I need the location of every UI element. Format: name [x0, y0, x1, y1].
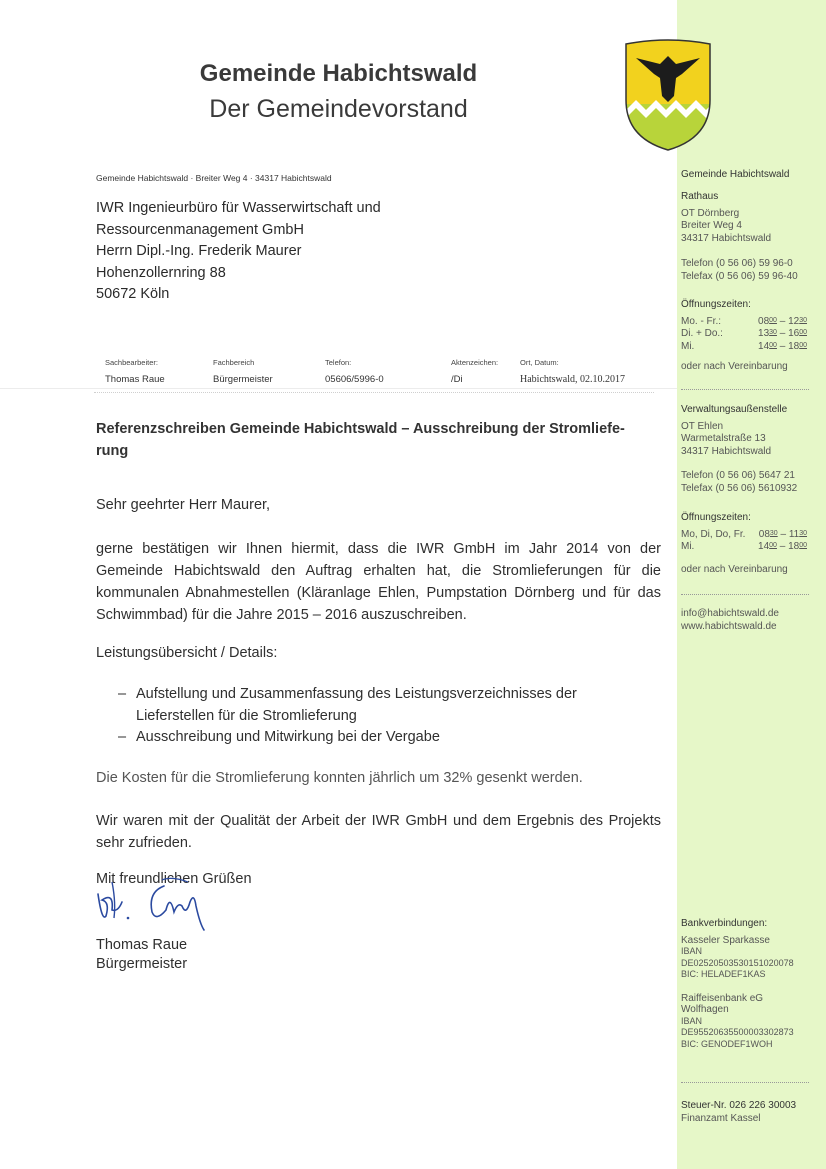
- bank-heading: Bankverbindungen:: [681, 918, 768, 929]
- paragraph-intro: gerne bestätigen wir Ihnen hiermit, dass die IWR GmbH im Jahr 2014 von der Gemeinde Habichtswald den Auftrag erhalten hat, die Stromlieferungen für die kommunalen Abnahmestellen (Kläranlage Ehlen, Pumpstation Dörnberg und für das Schwimmbad) für die Jahre 2015 – 2016 auszuschreiben.: [96, 541, 661, 623]
- list-item: [118, 727, 577, 749]
- list-item-text: – Ausschreibung und Mitwirkung bei der Vergabe: [136, 729, 440, 745]
- signer-block: [96, 936, 187, 974]
- bank-line: IBAN: [681, 946, 703, 956]
- sender-address-line: Gemeinde Habichtswald · Breiter Weg 4 · 34317 Habichtswald: [96, 173, 332, 183]
- aussenstelle-line: 34317 Habichtswald: [681, 445, 772, 457]
- rathaus-heading: Rathaus: [681, 191, 719, 202]
- meta-label-department: Fachbereich: [213, 358, 255, 367]
- website-link[interactable]: www.habichtswald.de: [681, 620, 777, 632]
- divider: [94, 392, 654, 393]
- aussenstelle-heading: Verwaltungsaußenstelle: [681, 404, 788, 415]
- opening-hours-aussenstelle: [681, 512, 807, 576]
- closing: Mit freundlichen Grüßen: [96, 871, 252, 887]
- paragraph-satisfaction: Wir waren mit der Qualität der Arbeit der IWR GmbH und dem Ergebnis des Projekts sehr zufrieden.: [96, 813, 661, 851]
- opening-hours-rathaus: [681, 299, 807, 374]
- hours-heading: Öffnungszeiten:: [681, 512, 751, 523]
- org-name: Gemeinde Habichtswald: [199, 60, 478, 87]
- rathaus-line: 34317 Habichtswald: [681, 232, 772, 244]
- bank-block: [681, 918, 794, 1050]
- recipient-address: [96, 198, 381, 306]
- bank-line: BIC: GENODEF1WOH: [681, 1038, 773, 1049]
- aussenstelle-block: [681, 404, 797, 495]
- recipient-line: IWR Ingenieurbüro für Wasserwirtschaft und: [96, 200, 381, 216]
- salutation: Sehr geehrter Herr Maurer,: [96, 497, 271, 513]
- subject-line: Referenzschreiben Gemeinde Habichtswald – Ausschreibung der Stromliefe-: [96, 421, 625, 437]
- hours-row: Mi. $14^{00} - 18^{00}$: [681, 541, 807, 552]
- rathaus-line: OT Dörnberg: [681, 207, 740, 219]
- meta-value-place-date: Habichtswald, 02.10.2017: [520, 374, 625, 385]
- tax-number: Steuer-Nr. 026 226 30003: [681, 1100, 797, 1111]
- rathaus-block: [681, 191, 798, 283]
- hours-row: Di. + Do.: $13^{30} - 16^{00}$: [681, 328, 807, 339]
- handwritten-signature: [92, 872, 222, 932]
- bank-line: Kasseler Sparkasse: [681, 934, 770, 946]
- tax-office: Finanzamt Kassel: [681, 1112, 761, 1124]
- list-item-text: – Aufstellung und Zusammenfassung des Leistungsverzeichnisses der: [136, 686, 577, 702]
- meta-label-reference: Aktenzeichen:: [451, 358, 499, 367]
- meta-label-place-date: Ort, Datum:: [520, 358, 559, 367]
- hours-row: Mi. $14^{00} - 18^{00}$: [681, 340, 807, 352]
- recipient-line: Herrn Dipl.-Ing. Frederik Maurer: [96, 243, 302, 259]
- meta-value-department: Bürgermeister: [213, 374, 273, 385]
- sidebar-divider: [681, 389, 809, 390]
- sidebar-divider: [681, 1082, 809, 1083]
- hours-heading: Öffnungszeiten:: [681, 299, 751, 310]
- hours-note: oder nach Vereinbarung: [681, 563, 788, 575]
- bank-line: Raiffeisenbank eG: [681, 992, 764, 1004]
- rathaus-fax: Telefax (0 56 06) 59 96-40: [681, 270, 798, 282]
- bank-line: DE95520635500003302873: [681, 1027, 794, 1037]
- list-item-text: Lieferstellen für die Stromlieferung: [136, 707, 357, 724]
- contact-block: [681, 608, 779, 633]
- recipient-line: Ressourcenmanagement GmbH: [96, 221, 304, 238]
- meta-value-phone: 05606/5996-0: [325, 374, 384, 385]
- org-subtitle: Der Gemeindevorstand: [209, 95, 468, 123]
- bank-line: DE02520503530151020078: [681, 957, 794, 968]
- meta-value-reference: /Di: [451, 374, 463, 385]
- bank-line: Wolfhagen: [681, 1004, 729, 1015]
- signer-name: Thomas Raue: [96, 937, 188, 953]
- meta-label-clerk: Sachbearbeiter:: [105, 358, 158, 367]
- aussenstelle-line: Warmetalstraße 13: [681, 433, 766, 444]
- list-item: [118, 684, 577, 727]
- recipient-line: Hohenzollernring 88: [96, 264, 226, 281]
- meta-value-clerk: Thomas Raue: [105, 374, 165, 385]
- aussenstelle-line: OT Ehlen: [681, 420, 724, 432]
- sidebar-title: Gemeinde Habichtswald: [681, 169, 790, 180]
- rathaus-phone: Telefon (0 56 06) 59 96-0: [681, 258, 793, 269]
- bank-line: BIC: HELADEF1KAS: [681, 969, 766, 979]
- aussenstelle-phone: Telefon (0 56 06) 5647 21: [681, 470, 795, 481]
- hours-row: Mo. - Fr.: $08^{00} - 12^{30}$: [681, 315, 807, 327]
- hours-note: oder nach Vereinbarung: [681, 361, 788, 372]
- bank-line: IBAN: [681, 1015, 703, 1026]
- cost-savings-note: Die Kosten für die Stromlieferung konnten jährlich um 32% gesenkt werden.: [96, 770, 583, 786]
- signer-title: Bürgermeister: [96, 956, 188, 972]
- hours-row: Mo, Di, Do, Fr. $08^{30} - 11^{30}$: [681, 528, 807, 540]
- subject-line: rung: [96, 443, 129, 459]
- tax-block: [681, 1100, 796, 1125]
- fold-line: [0, 388, 677, 389]
- sidebar-divider: [681, 594, 809, 595]
- email-link[interactable]: info@habichtswald.de: [681, 608, 779, 619]
- details-list: [118, 684, 577, 749]
- rathaus-line: Breiter Weg 4: [681, 220, 742, 231]
- letter-subject: [96, 418, 671, 462]
- aussenstelle-fax: Telefax (0 56 06) 5610932: [681, 482, 798, 494]
- coat-of-arms-icon: [620, 38, 716, 154]
- recipient-line: 50672 Köln: [96, 286, 170, 302]
- meta-label-phone: Telefon:: [325, 358, 352, 367]
- details-heading: Leistungsübersicht / Details:: [96, 645, 278, 661]
